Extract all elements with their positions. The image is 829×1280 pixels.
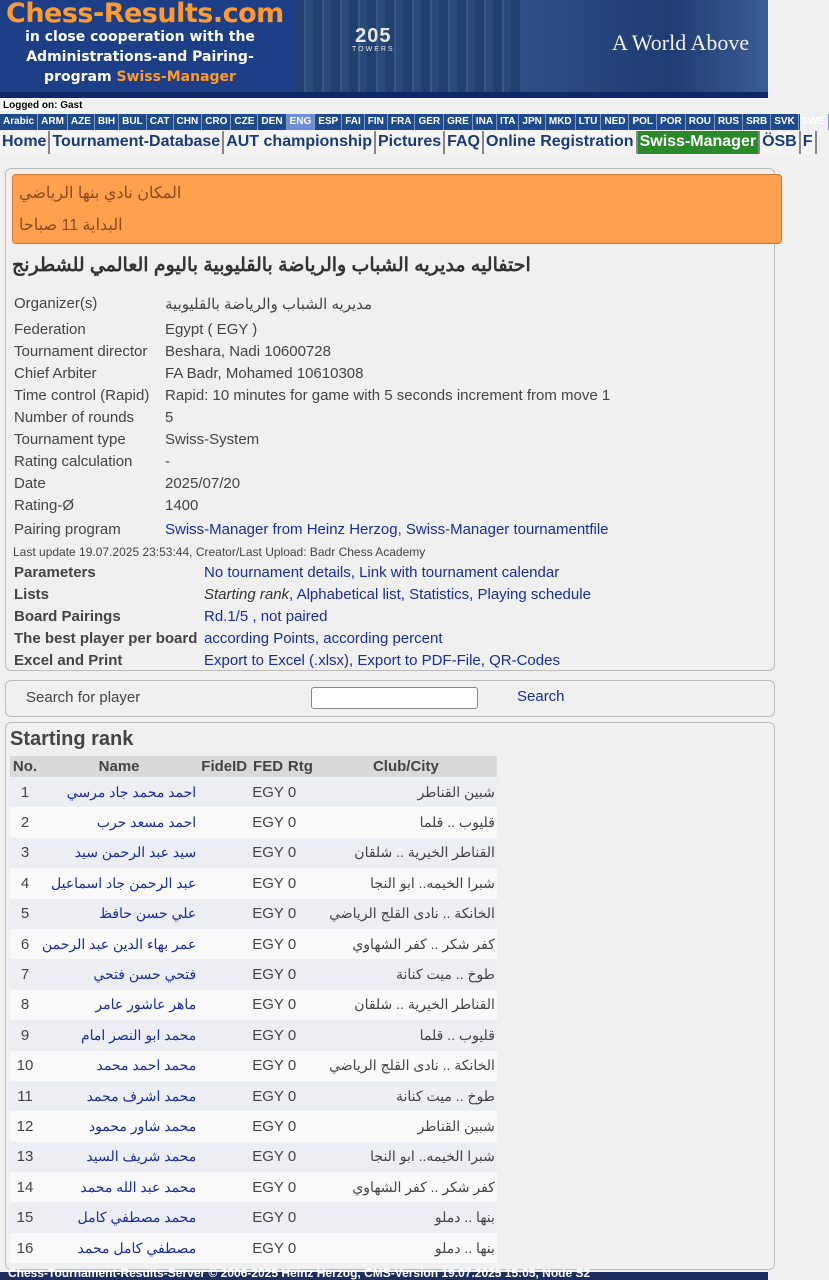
- language-link-swe[interactable]: SWE: [799, 114, 829, 130]
- detail-value: Swiss-System: [165, 431, 260, 448]
- detail-label: Federation: [14, 321, 86, 338]
- table-cell: [198, 929, 250, 959]
- round-1-link[interactable]: Rd.1/5: [204, 608, 249, 625]
- banner-ad-image[interactable]: [295, 0, 520, 92]
- column-header[interactable]: FideID: [198, 756, 250, 777]
- detail-label: Rating calculation: [14, 453, 133, 470]
- table-cell: 4: [10, 868, 40, 898]
- table-cell: EGY: [250, 868, 286, 898]
- detail-label: Number of rounds: [14, 409, 135, 426]
- table-cell: [198, 959, 250, 989]
- last-update: Last update 19.07.2025 23:53:44, Creator/Last Upload: Badr Chess Academy: [13, 545, 426, 559]
- player-name-link[interactable]: عمر بهاء الدين عبد الرحمن: [40, 929, 198, 959]
- header-banner: [0, 0, 768, 98]
- player-name-link[interactable]: محمد مصطفي كامل: [40, 1202, 198, 1232]
- player-name-link[interactable]: محمد احمد محمد: [40, 1051, 198, 1081]
- detail-value: FA Badr, Mohamed 10610308: [165, 365, 364, 382]
- table-cell: 2: [10, 807, 40, 837]
- language-link-gre[interactable]: GRE: [444, 114, 473, 130]
- detail-label: Date: [14, 475, 46, 492]
- table-cell: EGY: [250, 929, 286, 959]
- table-cell: 11: [10, 1081, 40, 1111]
- table-cell: [198, 1020, 250, 1050]
- language-link-bih[interactable]: BIH: [95, 114, 119, 130]
- table-cell: 8: [10, 990, 40, 1020]
- table-cell: [198, 899, 250, 929]
- table-cell: EGY: [250, 899, 286, 929]
- detail-label: Organizer(s): [14, 295, 98, 312]
- table-row: [10, 1172, 497, 1202]
- table-cell: 15: [10, 1202, 40, 1232]
- language-link-aze[interactable]: AZE: [68, 114, 95, 130]
- language-link-ned[interactable]: NED: [601, 114, 629, 130]
- table-cell: 0: [286, 1081, 315, 1111]
- player-search-panel: [5, 680, 775, 717]
- detail-label: Chief Arbiter: [14, 365, 97, 382]
- language-link-ltu[interactable]: LTU: [576, 114, 602, 130]
- language-link-den[interactable]: DEN: [258, 114, 286, 130]
- table-cell: 9: [10, 1020, 40, 1050]
- starting-rank-current: Starting rank: [204, 586, 290, 603]
- detail-value: 1400: [165, 497, 199, 514]
- table-cell: EGY: [250, 838, 286, 868]
- table-cell: شبين القناطر: [315, 777, 497, 807]
- language-link-svk[interactable]: SVK: [771, 114, 799, 130]
- table-cell: [198, 1172, 250, 1202]
- table-cell: شبرا الخيمه.. ابو النجا: [315, 1142, 497, 1172]
- player-name-link[interactable]: سيد عبد الرحمن سيد: [40, 838, 198, 868]
- detail-value: 2025/07/20: [165, 475, 241, 492]
- language-link-fai[interactable]: FAI: [342, 114, 365, 130]
- table-row: [10, 807, 497, 837]
- player-name-link[interactable]: عبد الرحمن جاد اسماعيل: [40, 868, 198, 898]
- language-link-chn[interactable]: CHN: [174, 114, 203, 130]
- language-link-eng[interactable]: ENG: [287, 114, 316, 130]
- logged-on-status: Logged on: Gast: [0, 98, 768, 113]
- table-cell: 7: [10, 959, 40, 989]
- table-cell: EGY: [250, 1020, 286, 1050]
- language-link-cat[interactable]: CAT: [147, 114, 174, 130]
- table-cell: 0: [286, 1111, 315, 1141]
- table-cell: القناطر الخيرية .. شلقان: [315, 838, 497, 868]
- table-cell: EGY: [250, 1202, 286, 1232]
- table-cell: 3: [10, 838, 40, 868]
- table-cell: القناطر الخيرية .. شلقان: [315, 990, 497, 1020]
- start-time-text: البداية 11 صباحا: [19, 217, 123, 234]
- detail-value: مديريه الشباب والرياضة بالقليوبية: [165, 296, 373, 313]
- table-cell: بنها .. دملو: [315, 1233, 497, 1263]
- calendar-link[interactable]: Link with tournament calendar: [359, 564, 560, 581]
- menu-item--sb[interactable]: ÖSB: [760, 131, 801, 154]
- table-row: [10, 959, 497, 989]
- site-logo[interactable]: Chess-Results.com: [6, 0, 284, 29]
- search-input[interactable]: [311, 687, 478, 709]
- player-name-link[interactable]: احمد مسعد حرب: [40, 807, 198, 837]
- tournament-title: احتفاليه مديريه الشباب والرياضة بالقليوبية باليوم العالمي للشطرنج: [12, 255, 531, 276]
- table-cell: 13: [10, 1142, 40, 1172]
- detail-label: Tournament director: [14, 343, 148, 360]
- table-cell: [198, 1233, 250, 1263]
- menu-item-aut-championship[interactable]: AUT championship: [224, 131, 376, 154]
- table-cell: بنها .. دملو: [315, 1202, 497, 1232]
- detail-value: Rapid: 10 minutes for game with 5 seconds increment from move 1: [165, 387, 611, 404]
- table-cell: طوخ .. ميت كنانة: [315, 1081, 497, 1111]
- table-cell: EGY: [250, 777, 286, 807]
- table-cell: EGY: [250, 1172, 286, 1202]
- column-header[interactable]: Club/City: [315, 756, 497, 777]
- table-cell: 5: [10, 899, 40, 929]
- table-row: [10, 1020, 497, 1050]
- table-cell: [198, 1202, 250, 1232]
- player-name-link[interactable]: احمد محمد جاد مرسي: [40, 777, 198, 807]
- detail-value: 5: [165, 409, 174, 426]
- table-row: [10, 1233, 497, 1263]
- search-label: Search for player: [26, 689, 141, 706]
- table-cell: 0: [286, 1233, 315, 1263]
- table-cell: 0: [286, 1202, 315, 1232]
- venue-text: المكان نادي بنها الرياضي: [19, 185, 182, 202]
- language-link-arabic[interactable]: Arabic: [0, 114, 38, 130]
- language-link-jpn[interactable]: JPN: [519, 114, 545, 130]
- player-name-link[interactable]: محمد اشرف محمد: [40, 1081, 198, 1111]
- table-row: [10, 990, 497, 1020]
- table-cell: كفر شكر .. كفر الشهاوي: [315, 1172, 497, 1202]
- detail-value: Egypt ( EGY ): [165, 321, 258, 338]
- language-link-bul[interactable]: BUL: [119, 114, 147, 130]
- table-cell: [198, 807, 250, 837]
- table-cell: 16: [10, 1233, 40, 1263]
- table-cell: EGY: [250, 807, 286, 837]
- table-cell: EGY: [250, 1233, 286, 1263]
- table-cell: EGY: [250, 1051, 286, 1081]
- export-pdf-link[interactable]: Export to PDF-File: [357, 652, 481, 669]
- language-link-fra[interactable]: FRA: [388, 114, 416, 130]
- player-name-link[interactable]: محمد ابو النصر امام: [40, 1020, 198, 1050]
- language-link-esp[interactable]: ESP: [315, 114, 342, 130]
- column-header[interactable]: Rtg: [287, 758, 313, 775]
- table-cell: 0: [286, 959, 315, 989]
- table-cell: قليوب .. قلما: [315, 807, 497, 837]
- detail-value: -: [165, 453, 170, 470]
- player-name-link[interactable]: محمد عبد الله محمد: [40, 1172, 198, 1202]
- alphabetical-list-link[interactable]: Alphabetical list: [296, 586, 401, 603]
- table-cell: كفر شكر .. كفر الشهاوي: [315, 929, 497, 959]
- table-cell: 0: [286, 868, 315, 898]
- language-link-fin[interactable]: FIN: [365, 114, 388, 130]
- player-name-link[interactable]: علي حسن حافظ: [40, 899, 198, 929]
- table-cell: 12: [10, 1111, 40, 1141]
- table-row: [10, 1111, 497, 1141]
- table-row: [10, 929, 497, 959]
- table-row: [10, 868, 497, 898]
- banner-slogan: A World Above: [612, 30, 750, 55]
- player-name-link[interactable]: محمد شريف السيد: [40, 1142, 198, 1172]
- main-menu: [0, 131, 813, 154]
- menu-item-online-registration[interactable]: Online Registration: [484, 131, 638, 154]
- table-cell: 0: [286, 777, 315, 807]
- language-link-rus[interactable]: RUS: [715, 114, 743, 130]
- table-cell: EGY: [250, 959, 286, 989]
- table-cell: 0: [286, 899, 315, 929]
- table-cell: 0: [286, 1051, 315, 1081]
- table-cell: [198, 1081, 250, 1111]
- column-header[interactable]: No.: [10, 756, 40, 777]
- table-cell: 14: [10, 1172, 40, 1202]
- language-link-cze[interactable]: CZE: [231, 114, 258, 130]
- export-excel-link[interactable]: Export to Excel (.xlsx): [204, 652, 350, 669]
- table-cell: [198, 838, 250, 868]
- table-cell: [198, 777, 250, 807]
- column-header[interactable]: FED: [250, 756, 286, 777]
- language-link-ger[interactable]: GER: [415, 114, 444, 130]
- detail-value: Beshara, Nadi 10600728: [165, 343, 331, 360]
- table-cell: قليوب .. قلما: [315, 1020, 497, 1050]
- table-cell: طوخ .. ميت كنانة: [315, 959, 497, 989]
- language-link-pol[interactable]: POL: [629, 114, 657, 130]
- menu-item-f[interactable]: F: [801, 131, 817, 154]
- menu-item-pictures[interactable]: Pictures: [376, 131, 445, 154]
- language-link-mkd[interactable]: MKD: [546, 114, 576, 130]
- towers-logo: 205 TOWERS: [352, 25, 395, 53]
- detail-label: Rating-Ø: [14, 497, 75, 514]
- player-name-link[interactable]: ماهر عاشور عامر: [40, 990, 198, 1020]
- player-name-link[interactable]: فتحي حسن فتحي: [40, 959, 198, 989]
- table-cell: [198, 1051, 250, 1081]
- statistics-link[interactable]: Statistics: [409, 586, 470, 603]
- table-cell: EGY: [250, 1111, 286, 1141]
- starting-rank-title: Starting rank: [10, 728, 134, 750]
- table-row: [10, 1142, 497, 1172]
- table-row: [10, 899, 497, 929]
- venue-notice: [12, 174, 782, 244]
- tournamentfile-link[interactable]: Swiss-Manager tournamentfile: [405, 521, 609, 538]
- table-cell: 6: [10, 929, 40, 959]
- table-cell: 0: [286, 929, 315, 959]
- table-cell: [198, 990, 250, 1020]
- banner-subtitle: in close cooperation with the Administrations-and Pairing- program Swiss-Manager: [25, 29, 255, 85]
- table-row: [10, 1081, 497, 1111]
- table-row: [10, 1202, 497, 1232]
- search-button[interactable]: Search: [517, 688, 565, 705]
- table-cell: الخانكة .. نادى القلج الرياضي: [315, 899, 497, 929]
- table-cell: [198, 1111, 250, 1141]
- language-bar: [0, 114, 825, 130]
- menu-item-faq[interactable]: FAQ: [445, 131, 484, 154]
- detail-label: Tournament type: [14, 431, 126, 448]
- table-cell: EGY: [250, 990, 286, 1020]
- language-link-srb[interactable]: SRB: [743, 114, 771, 130]
- player-name-link[interactable]: محمد شاور محمود: [40, 1111, 198, 1141]
- according-points-link[interactable]: according Points: [204, 630, 315, 647]
- table-row: [10, 838, 497, 868]
- according-percent-link[interactable]: according percent: [323, 630, 443, 647]
- column-header[interactable]: Name: [40, 756, 198, 777]
- table-row: [10, 1051, 497, 1081]
- no-details-link[interactable]: No tournament details: [204, 564, 351, 581]
- detail-label: Time control (Rapid): [14, 387, 150, 404]
- table-cell: شبرا الخيمه.. ابو النجا: [315, 868, 497, 898]
- table-cell: 0: [286, 807, 315, 837]
- language-link-por[interactable]: POR: [657, 114, 686, 130]
- table-cell: 0: [286, 838, 315, 868]
- footer: Chess-Tournament-Results-Server © 2006-2025 Heinz Herzog, CMS-Version 19.07.2025 15:05, Node S2: [0, 1272, 768, 1280]
- swiss-manager-link[interactable]: Swiss-Manager from Heinz Herzog: [165, 521, 398, 538]
- banner-logo-area[interactable]: [0, 0, 295, 92]
- menu-item-home[interactable]: Home: [0, 131, 50, 154]
- table-cell: 1: [10, 777, 40, 807]
- menu-item-swiss-manager[interactable]: Swiss-Manager: [638, 131, 760, 154]
- language-link-ina[interactable]: INA: [473, 114, 497, 130]
- table-cell: 0: [286, 1142, 315, 1172]
- table-cell: [198, 1142, 250, 1172]
- language-link-arm[interactable]: ARM: [38, 114, 68, 130]
- starting-rank-table: [10, 756, 497, 1263]
- table-cell: EGY: [250, 1142, 286, 1172]
- playing-schedule-link[interactable]: Playing schedule: [477, 586, 591, 603]
- table-cell: EGY: [250, 1081, 286, 1111]
- table-cell: 0: [286, 1172, 315, 1202]
- table-cell: [198, 868, 250, 898]
- language-link-rou[interactable]: ROU: [686, 114, 715, 130]
- table-cell: الخانكة .. نادى القلج الرياضي: [315, 1051, 497, 1081]
- table-row: [10, 777, 497, 807]
- language-link-cro[interactable]: CRO: [202, 114, 231, 130]
- player-name-link[interactable]: مصطفي كامل محمد: [40, 1233, 198, 1263]
- table-cell: 0: [286, 1020, 315, 1050]
- table-cell: 0: [286, 990, 315, 1020]
- table-cell: 10: [10, 1051, 40, 1081]
- menu-item-tournament-database[interactable]: Tournament-Database: [50, 131, 224, 154]
- qr-codes-link[interactable]: QR-Codes: [489, 652, 560, 669]
- table-cell: شبين القناطر: [315, 1111, 497, 1141]
- language-link-ita[interactable]: ITA: [497, 114, 519, 130]
